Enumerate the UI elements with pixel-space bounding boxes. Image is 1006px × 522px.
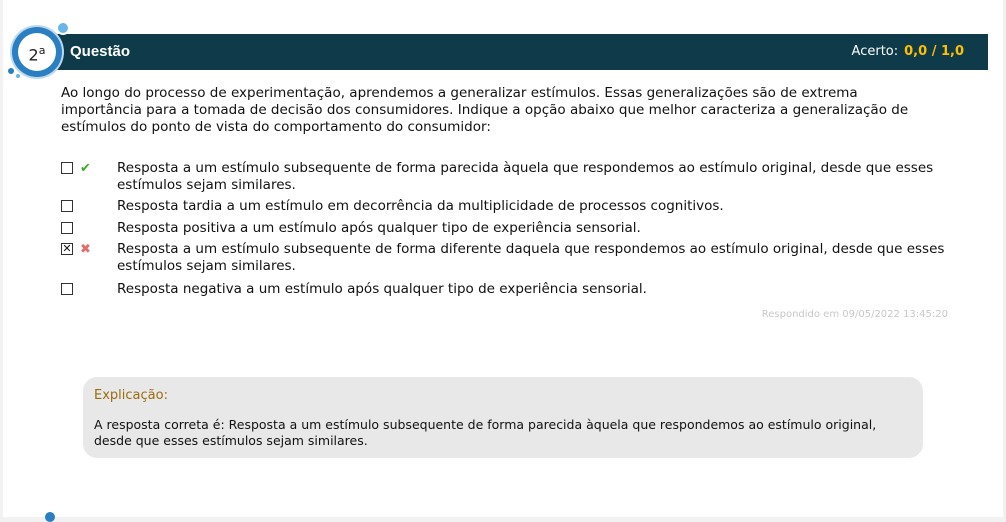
question-number-ordinal: a	[38, 44, 46, 57]
correct-check-icon: ✔	[80, 161, 91, 176]
option-checkbox[interactable]	[61, 200, 73, 212]
question-number	[18, 33, 56, 71]
answer-options	[61, 160, 961, 301]
score-label: Acerto:	[851, 44, 899, 59]
question-number-value: 2	[28, 45, 39, 65]
explanation-box	[83, 377, 923, 458]
score-display	[852, 44, 964, 59]
option-checkbox[interactable]	[61, 222, 73, 234]
option-checkbox-selected[interactable]: ✕	[62, 242, 72, 255]
question-title: Questão	[70, 43, 131, 60]
answer-option[interactable]	[61, 241, 961, 281]
option-text: Resposta a um estímulo subsequente de forma diferente daquela que respondemos ao estímulo original, desde que esses estímulos sejam similares.	[117, 241, 945, 274]
option-text: Resposta a um estímulo subsequente de forma parecida àquela que respondemos ao estímulo original, desde que esses estímulos sejam similares.	[117, 160, 934, 193]
badge-decoration-dot	[56, 21, 70, 35]
option-text: Resposta tardia a um estímulo em decorrência da multiplicidade de processos cognitivos.	[117, 198, 724, 214]
answered-timestamp: Respondido em 09/05/2022 13:45:20	[761, 309, 948, 320]
next-question-badge-fragment	[45, 512, 55, 522]
question-header-bar	[42, 34, 988, 70]
badge-decoration-dot	[8, 68, 14, 74]
answer-option[interactable]	[61, 220, 961, 241]
badge-decoration-dot	[16, 74, 20, 78]
wrong-x-icon: ✖	[80, 242, 91, 257]
answer-option[interactable]	[61, 281, 961, 301]
answer-option[interactable]	[61, 160, 961, 198]
option-text: Resposta negativa a um estímulo após qualquer tipo de experiência sensorial.	[117, 281, 647, 297]
score-value: 0,0 / 1,0	[904, 44, 964, 59]
option-checkbox[interactable]	[61, 162, 73, 174]
explanation-label: Explicação:	[94, 388, 168, 403]
answer-option[interactable]	[61, 198, 961, 220]
question-text: Ao longo do processo de experimentação, aprendemos a generalizar estímulos. Essas generalizações são de extrema importância para a tomada de decisão dos consumidores. Indique a opção abaixo que melhor caracteriza a generalização de estímulos do ponto de vista do comportamento do consumidor:	[61, 85, 909, 135]
option-text: Resposta positiva a um estímulo após qualquer tipo de experiência sensorial.	[117, 220, 641, 236]
explanation-text: A resposta correta é: Resposta a um estímulo subsequente de forma parecida àquela que respondemos ao estímulo original, desde que esses estímulos sejam similares.	[94, 417, 877, 448]
option-checkbox[interactable]	[61, 283, 73, 295]
